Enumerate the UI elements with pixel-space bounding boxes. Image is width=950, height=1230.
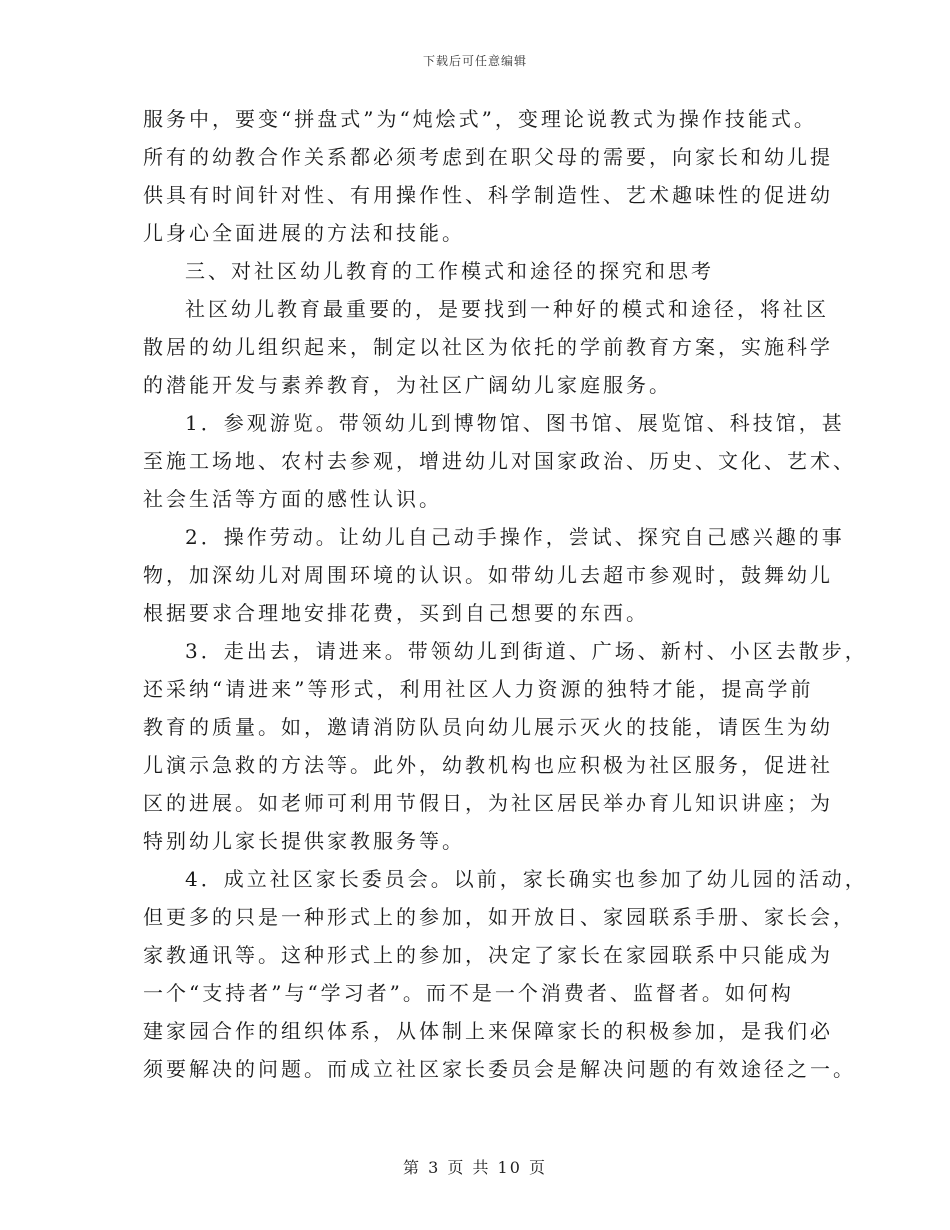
text-line: 教育的质量。如，邀请消防队员向幼儿展示灭火的技能，请医生为幼 bbox=[143, 715, 833, 739]
text-line: 但更多的只是一种形式上的参加，如开放日、家园联系手册、家长会， bbox=[143, 905, 856, 929]
text-line: 区的进展。如老师可利用节假日，为社区居民举办育儿知识讲座；为 bbox=[143, 791, 833, 815]
text-line: 社会生活等方面的感性认识。 bbox=[143, 487, 442, 511]
list-item-3-line: 3．走出去，请进来。带领幼儿到街道、广场、新村、小区去散步， bbox=[185, 639, 868, 663]
list-item-1-line: 1．参观游览。带领幼儿到博物馆、图书馆、展览馆、科技馆，甚 bbox=[185, 411, 845, 435]
list-item-2-line: 2．操作劳动。让幼儿自己动手操作，尝试、探究自己感兴趣的事 bbox=[185, 525, 845, 549]
text-line: 一个“支持者”与“学习者”。而不是一个消费者、监督者。如何构 bbox=[143, 981, 794, 1005]
text-line: 儿身心全面进展的方法和技能。 bbox=[143, 221, 465, 245]
page-number-footer: 第 3 页 共 10 页 bbox=[403, 1158, 547, 1177]
text-line: 儿演示急救的方法等。此外，幼教机构也应积极为社区服务，促进社 bbox=[143, 753, 833, 777]
list-item-4-line: 4．成立社区家长委员会。以前，家长确实也参加了幼儿园的活动， bbox=[185, 867, 868, 891]
text-line: 至施工场地、农村去参观，增进幼儿对国家政治、历史、文化、艺术、 bbox=[143, 449, 856, 473]
text-line: 服务中，要变“拼盘式”为“炖烩式”，变理论说教式为操作技能式。 bbox=[143, 107, 817, 131]
text-line: 供具有时间针对性、有用操作性、科学制造性、艺术趣味性的促进幼 bbox=[143, 183, 833, 207]
text-line: 根据要求合理地安排花费，买到自己想要的东西。 bbox=[143, 601, 649, 625]
text-line: 散居的幼儿组织起来，制定以社区为依托的学前教育方案，实施科学 bbox=[143, 335, 833, 359]
text-line: 物，加深幼儿对周围环境的认识。如带幼儿去超市参观时，鼓舞幼儿 bbox=[143, 563, 833, 587]
text-line: 建家园合作的组织体系，从体制上来保障家长的积极参加，是我们必 bbox=[143, 1019, 833, 1043]
text-line: 的潜能开发与素养教育，为社区广阔幼儿家庭服务。 bbox=[143, 373, 672, 397]
document-body bbox=[143, 100, 868, 1088]
page-header: 下载后可任意编辑 bbox=[422, 54, 527, 68]
text-line: 还采纳“请进来”等形式，利用社区人力资源的独特才能，提高学前 bbox=[143, 677, 814, 701]
text-line: 须要解决的问题。而成立社区家长委员会是解决问题的有效途径之一。 bbox=[143, 1057, 856, 1081]
text-line: 家教通讯等。这种形式上的参加，决定了家长在家园联系中只能成为 bbox=[143, 943, 833, 967]
text-line: 社区幼儿教育最重要的，是要找到一种好的模式和途径，将社区 bbox=[185, 297, 829, 321]
text-line: 所有的幼教合作关系都必须考虑到在职父母的需要，向家长和幼儿提 bbox=[143, 145, 833, 169]
section-heading: 三、对社区幼儿教育的工作模式和途径的探究和思考 bbox=[185, 259, 714, 283]
text-line: 特别幼儿家长提供家教服务等。 bbox=[143, 829, 465, 853]
